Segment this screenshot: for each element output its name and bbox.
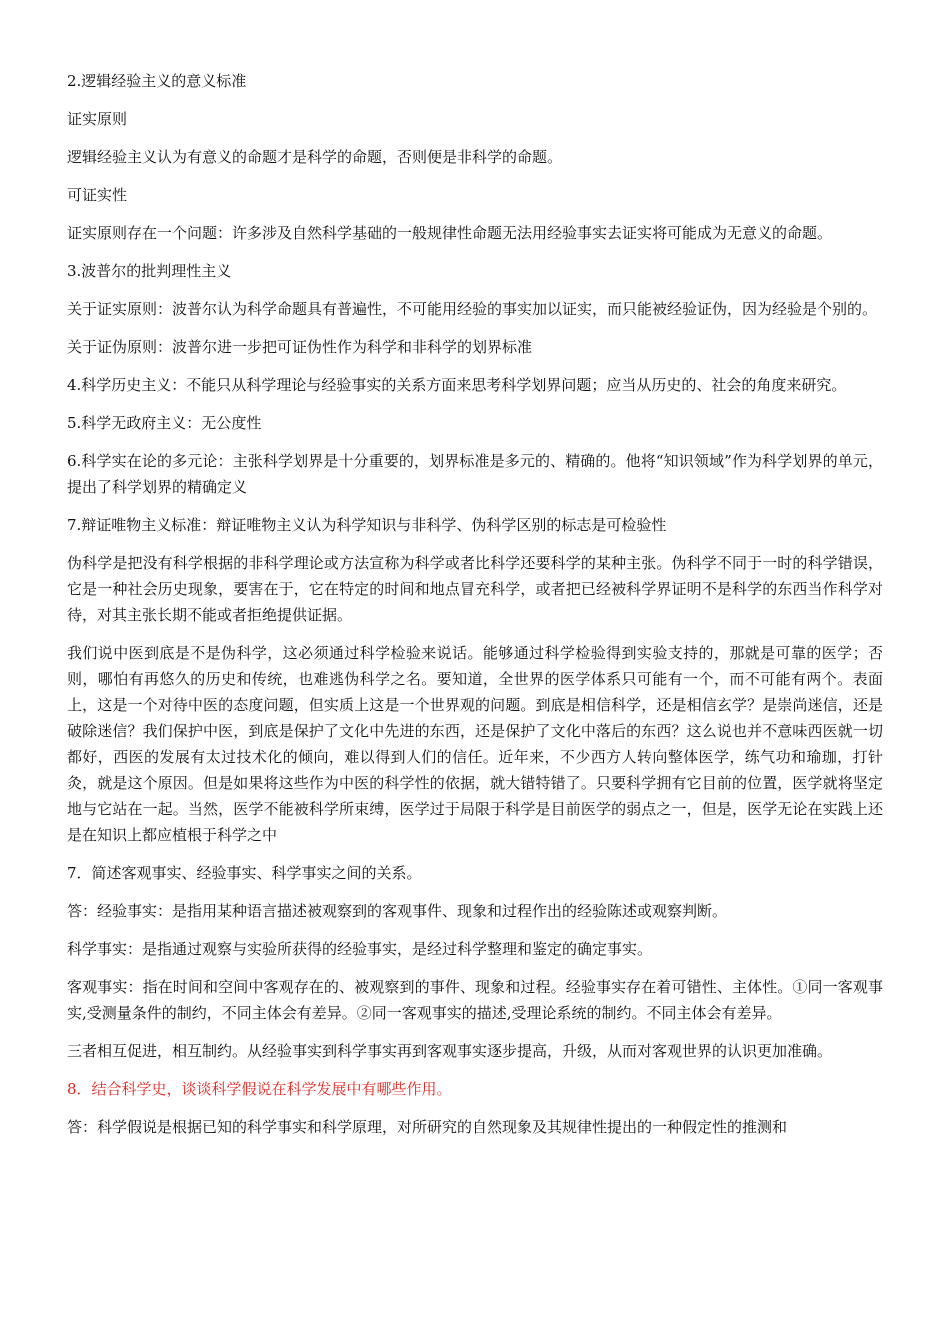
- answer-scientific-fact: 科学事实：是指通过观察与实验所获得的经验事实，是经过科学整理和鉴定的确定事实。: [67, 940, 653, 958]
- paragraph-verification-problem: 证实原则存在一个问题：许多涉及自然科学基础的一般规律性命题无法用经验事实去证实将可能成为无意义的命题。: [67, 224, 833, 242]
- heading-popper-critical-rationalism: 3.波普尔的批判理性主义: [67, 262, 232, 280]
- paragraph-popper-on-falsification: 关于证伪原则：波普尔进一步把可证伪性作为科学和非科学的划界标准: [67, 338, 533, 356]
- paragraph-pseudoscience-definition: 伪科学是把没有科学根据的非科学理论或方法宣称为科学或者比科学还要科学的某种主张。伪科学不同于一时的科学错误，它是一种社会历史现象，要害在于，它在特定的时间和地点冒充科学，或者把已经被科学界证明不是科学的东西当作科学对待，对其主张长期不能或者拒绝提供证据。: [67, 554, 883, 624]
- subheading-verification-principle: 证实原则: [67, 110, 128, 128]
- answer-three-relationship: 三者相互促进，相互制约。从经验事实到科学事实再到客观事实逐步提高，升级，从而对客观世界的认识更加准确。: [67, 1042, 833, 1060]
- subheading-verifiability: 可证实性: [67, 186, 128, 204]
- paragraph-scientific-realism-pluralism: 6.科学实在论的多元论：主张科学划界是十分重要的，划界标准是多元的、精确的。他将“知识领域”作为科学划界的单元，提出了科学划界的精确定义: [67, 452, 883, 496]
- paragraph-historicism: 4.科学历史主义：不能只从科学理论与经验事实的关系方面来思考科学划界问题；应当从历史的、社会的角度来研究。: [67, 376, 847, 394]
- answer-empirical-fact: 答：经验事实：是指用某种语言描述被观察到的客观事件、现象和过程作出的经验陈述或观察判断。: [67, 902, 728, 920]
- document-page: [67, 68, 883, 1152]
- paragraph-meaningful-propositions: 逻辑经验主义认为有意义的命题才是科学的命题，否则便是非科学的命题。: [67, 148, 563, 166]
- answer-scientific-hypothesis: 答：科学假说是根据已知的科学事实和科学原理，对所研究的自然现象及其规律性提出的一种假定性的推测和: [67, 1118, 788, 1136]
- heading-logical-empiricism: 2.逻辑经验主义的意义标准: [67, 72, 247, 90]
- paragraph-dialectical-materialism: 7.辩证唯物主义标准：辩证唯物主义认为科学知识与非科学、伪科学区别的标志是可检验性: [67, 516, 667, 534]
- question-8-scientific-hypothesis: 8．结合科学史，谈谈科学假说在科学发展中有哪些作用。: [67, 1080, 452, 1098]
- answer-objective-fact: 客观事实：指在时间和空间中客观存在的、被观察到的事件、现象和过程。经验事实存在着可错性、主体性。①同一客观事实,受测量条件的制约，不同主体会有差异。②同一客观事实的描述,受理论系统的制约。不同主体会有差异。: [67, 978, 883, 1022]
- paragraph-tcm-discussion: 我们说中医到底是不是伪科学，这必须通过科学检验来说话。能够通过科学检验得到实验支持的，那就是可靠的医学；否则，哪怕有再悠久的历史和传统，也难逃伪科学之名。要知道，全世界的医学体系只可能有一个，而不可能有两个。表面上，这是一个对待中医的态度问题，但实质上这是一个世界观的问题。到底是相信科学，还是相信玄学？是崇尚迷信，还是破除迷信？我们保护中医，到底是保护了文化中先进的东西，还是保护了文化中落后的东西？这么说也并不意味西医就一切都好，西医的发展有太过技术化的倾向，难以得到人们的信任。近年来，不少西方人转向整体医学，练气功和瑜珈，打针灸，就是这个原因。但是如果将这些作为中医的科学性的依据，就大错特错了。只要科学拥有它目前的位置，医学就将坚定地与它站在一起。当然，医学不能被科学所束缚，医学过于局限于科学是目前医学的弱点之一，但是，医学无论在实践上还是在知识上都应植根于科学之中: [67, 644, 883, 844]
- paragraph-popper-on-verification: 关于证实原则：波普尔认为科学命题具有普遍性，不可能用经验的事实加以证实，而只能被经验证伪，因为经验是个别的。: [67, 300, 878, 318]
- paragraph-anarchism: 5.科学无政府主义：无公度性: [67, 414, 262, 432]
- question-7-facts-relationship: 7．简述客观事实、经验事实、科学事实之间的关系。: [67, 864, 422, 882]
